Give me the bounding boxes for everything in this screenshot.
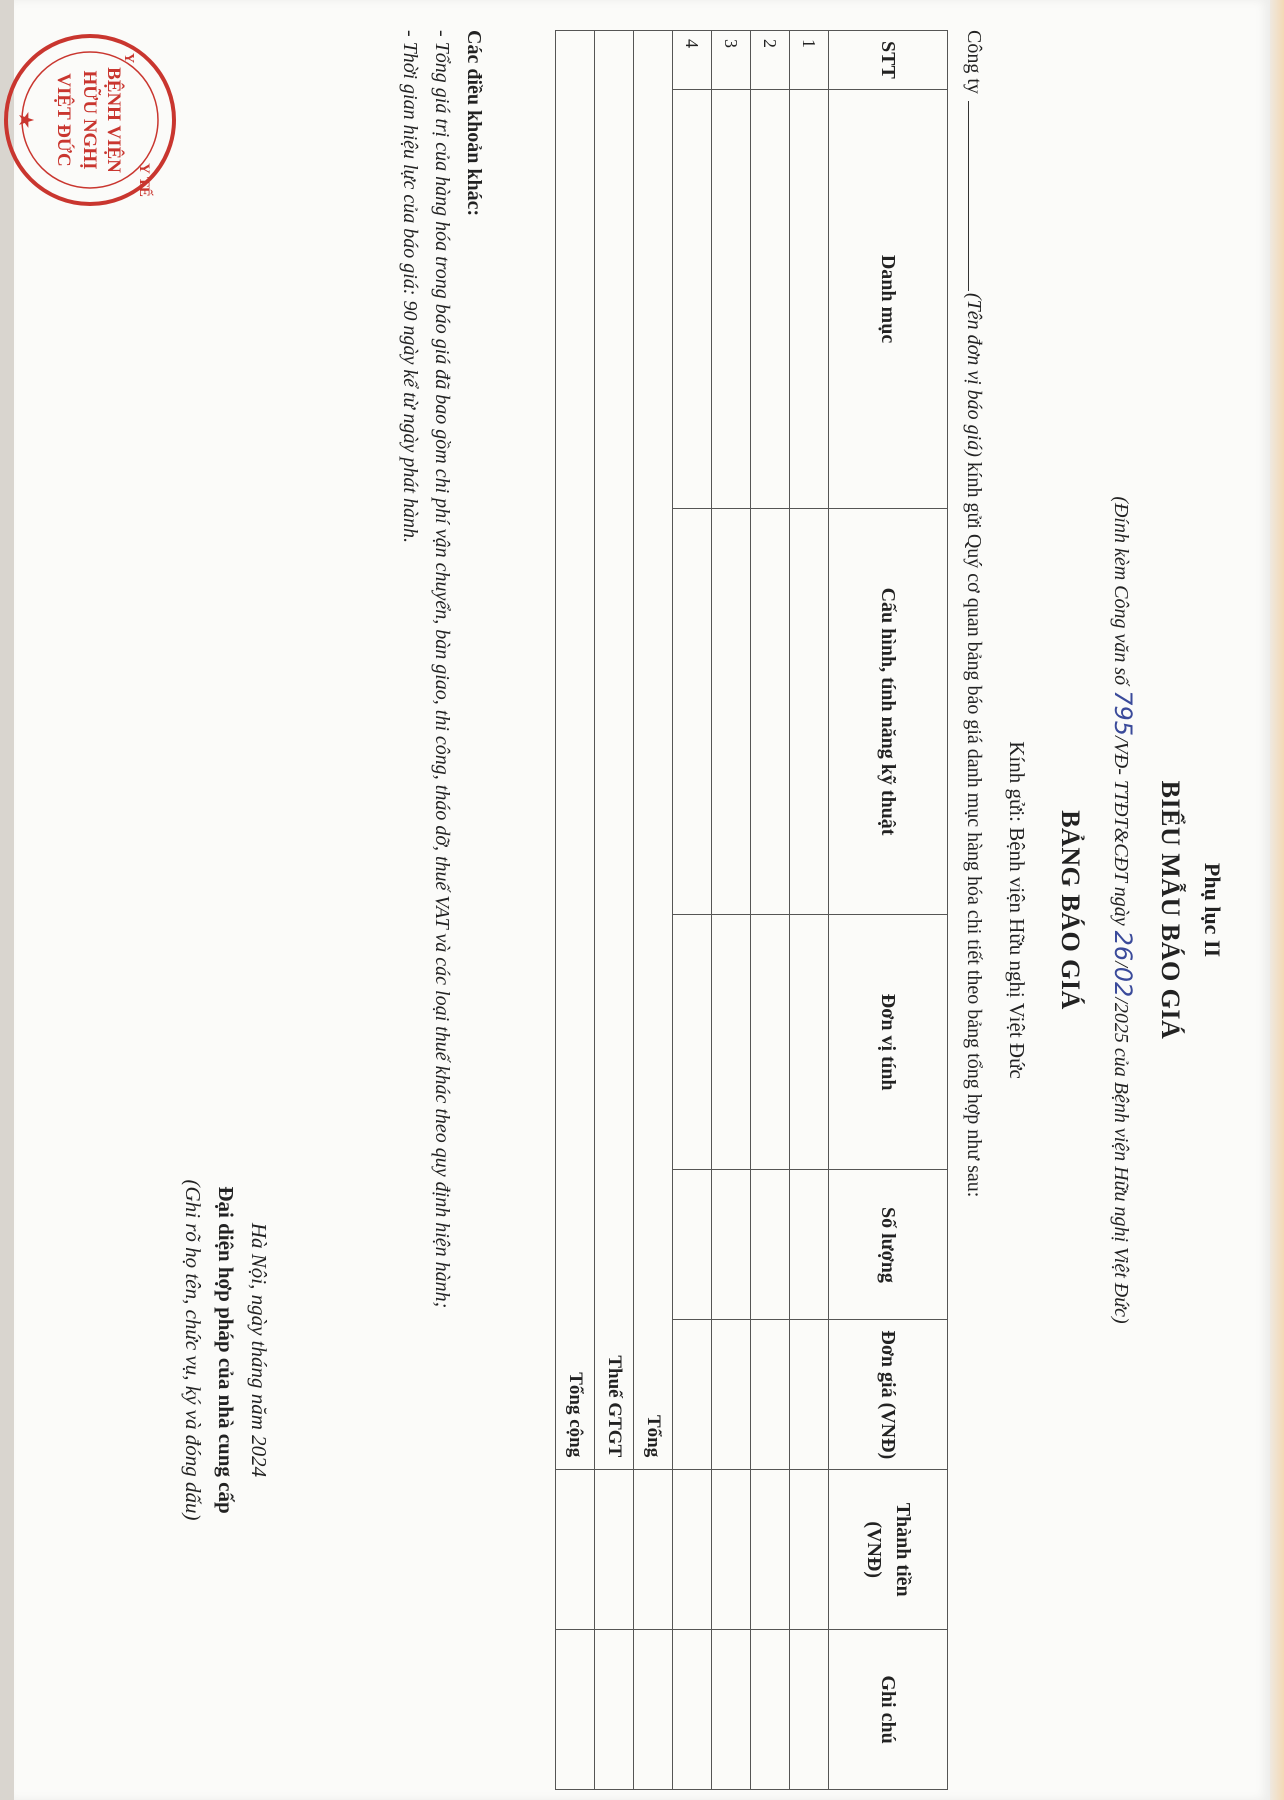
col-header: Ghi chú bbox=[829, 1630, 948, 1790]
attach-suffix: /2025 của Bệnh viện Hữu nghị Việt Đức) bbox=[1110, 997, 1132, 1324]
row-number: 3 bbox=[712, 31, 751, 90]
col-header: Đơn vị tính bbox=[829, 914, 948, 1170]
col-header: Đơn giá (VNĐ) bbox=[829, 1320, 948, 1470]
table-header-row bbox=[829, 31, 948, 1790]
total-note[interactable] bbox=[634, 1630, 673, 1790]
table-row bbox=[751, 31, 790, 1790]
attachment-line: (Đính kèm Công văn số 795/VĐ- TTĐT&CĐT ngày 26/02/2025 của Bệnh viện Hữu nghị Việt Đức) bbox=[1109, 496, 1137, 1324]
rotated-document-page bbox=[16, 30, 1225, 1790]
cell-item[interactable] bbox=[673, 89, 712, 508]
grand-total-amount[interactable] bbox=[556, 1470, 595, 1630]
grand-total-row bbox=[556, 31, 595, 1790]
col-header: Cấu hình, tính năng kỹ thuật bbox=[829, 509, 948, 915]
appendix-label: Phụ lục II bbox=[1200, 862, 1225, 958]
sign-date: Hà Nội, ngày tháng năm 2024 bbox=[247, 1222, 271, 1478]
handwritten-doc-number: 795 bbox=[1109, 690, 1137, 736]
unit-note: (Tên đơn vị báo giá) bbox=[963, 292, 985, 457]
cell-qty[interactable] bbox=[751, 1170, 790, 1320]
row-number: 4 bbox=[673, 31, 712, 90]
stamp-ring-text: Y TẾ bbox=[136, 163, 152, 197]
vat-row bbox=[595, 31, 634, 1790]
cell-unit[interactable] bbox=[751, 914, 790, 1170]
stamp-line-3: VIỆT ĐỨC bbox=[53, 73, 74, 167]
cell-config[interactable] bbox=[790, 509, 829, 915]
handwritten-day: 26 bbox=[1109, 930, 1137, 962]
cell-qty[interactable] bbox=[790, 1170, 829, 1320]
cell-note[interactable] bbox=[790, 1630, 829, 1790]
other-terms bbox=[394, 30, 490, 1790]
grand-total-note[interactable] bbox=[556, 1630, 595, 1790]
signature-block bbox=[176, 1070, 275, 1630]
vat-amount[interactable] bbox=[595, 1470, 634, 1630]
table-row bbox=[790, 31, 829, 1790]
cell-price[interactable] bbox=[673, 1320, 712, 1470]
term-item: - Tổng giá trị của hàng hóa trong báo giá đã bao gồm chi phí vận chuyển, bàn giao, thi công, tháo dỡ, thuế VAT và các loại thuế khác theo quy định hiện hành; bbox=[431, 30, 453, 1309]
col-header: Danh mục bbox=[829, 89, 948, 508]
cell-unit[interactable] bbox=[712, 914, 751, 1170]
cell-price[interactable] bbox=[790, 1320, 829, 1470]
cell-note[interactable] bbox=[712, 1630, 751, 1790]
form-title: BIỂU MẪU BÁO GIÁ bbox=[1156, 780, 1185, 1040]
cell-qty[interactable] bbox=[712, 1170, 751, 1320]
stamp-line-1: BỆNH VIỆN bbox=[103, 67, 124, 173]
company-label: Công ty bbox=[963, 30, 985, 94]
cell-amount[interactable] bbox=[751, 1470, 790, 1630]
cell-config[interactable] bbox=[751, 509, 790, 915]
board-title: BẢNG BÁO GIÁ bbox=[1056, 810, 1085, 1010]
total-row bbox=[634, 31, 673, 1790]
row-number: 2 bbox=[751, 31, 790, 90]
vat-note[interactable] bbox=[595, 1630, 634, 1790]
intro-paragraph bbox=[962, 30, 985, 1790]
col-header: Thành tiền (VNĐ) bbox=[829, 1470, 948, 1630]
vat-label: Thuế GTGT bbox=[595, 31, 634, 1470]
svg-text:Y: Y bbox=[121, 52, 136, 64]
cell-item[interactable] bbox=[751, 89, 790, 508]
terms-title: Các điều khoản khác: bbox=[463, 30, 485, 217]
stamp-line-2: HỮU NGHỊ bbox=[79, 70, 100, 170]
cell-qty[interactable] bbox=[673, 1170, 712, 1320]
term-item: - Thời gian hiệu lực của báo giá: 90 ngày kể từ ngày phát hành. bbox=[399, 30, 421, 543]
attach-prefix: (Đính kèm Công văn số bbox=[1110, 496, 1132, 686]
grand-total-label: Tổng cộng bbox=[556, 31, 595, 1470]
col-header: STT bbox=[829, 31, 948, 90]
cell-amount[interactable] bbox=[712, 1470, 751, 1630]
cell-amount[interactable] bbox=[673, 1470, 712, 1630]
cell-note[interactable] bbox=[751, 1630, 790, 1790]
row-number: 1 bbox=[790, 31, 829, 90]
hospital-stamp-icon bbox=[0, 30, 180, 210]
cell-item[interactable] bbox=[712, 89, 751, 508]
total-label: Tổng bbox=[634, 31, 673, 1470]
cell-unit[interactable] bbox=[790, 914, 829, 1170]
cell-price[interactable] bbox=[751, 1320, 790, 1470]
cell-unit[interactable] bbox=[673, 914, 712, 1170]
addressee: Kính gửi: Bệnh viện Hữu nghị Việt Đức bbox=[1005, 741, 1029, 1079]
col-header: Số lượng bbox=[829, 1170, 948, 1320]
handwritten-month: 02 bbox=[1109, 966, 1137, 998]
total-amount[interactable] bbox=[634, 1470, 673, 1630]
cell-config[interactable] bbox=[712, 509, 751, 915]
cell-note[interactable] bbox=[673, 1630, 712, 1790]
cell-price[interactable] bbox=[712, 1320, 751, 1470]
paper-edge bbox=[1270, 0, 1284, 1800]
cell-amount[interactable] bbox=[790, 1470, 829, 1630]
cell-config[interactable] bbox=[673, 509, 712, 915]
cell-item[interactable] bbox=[790, 89, 829, 508]
quotation-table bbox=[555, 30, 948, 1790]
intro-body: kính gửi Quý cơ quan bảng báo giá danh mục hàng hóa chi tiết theo bảng tổng hợp như sau: bbox=[963, 461, 985, 1198]
table-row bbox=[673, 31, 712, 1790]
svg-text:★: ★ bbox=[16, 111, 36, 129]
doc-suffix: /VĐ- TTĐT&CĐT ngày bbox=[1110, 735, 1132, 926]
table-row bbox=[712, 31, 751, 1790]
company-blank bbox=[968, 101, 985, 291]
sign-representative: Đại diện hợp pháp của nhà cung cấp bbox=[214, 1186, 238, 1514]
sign-note: (Ghi rõ họ tên, chức vụ, ký và đóng dấu) bbox=[181, 1179, 205, 1521]
